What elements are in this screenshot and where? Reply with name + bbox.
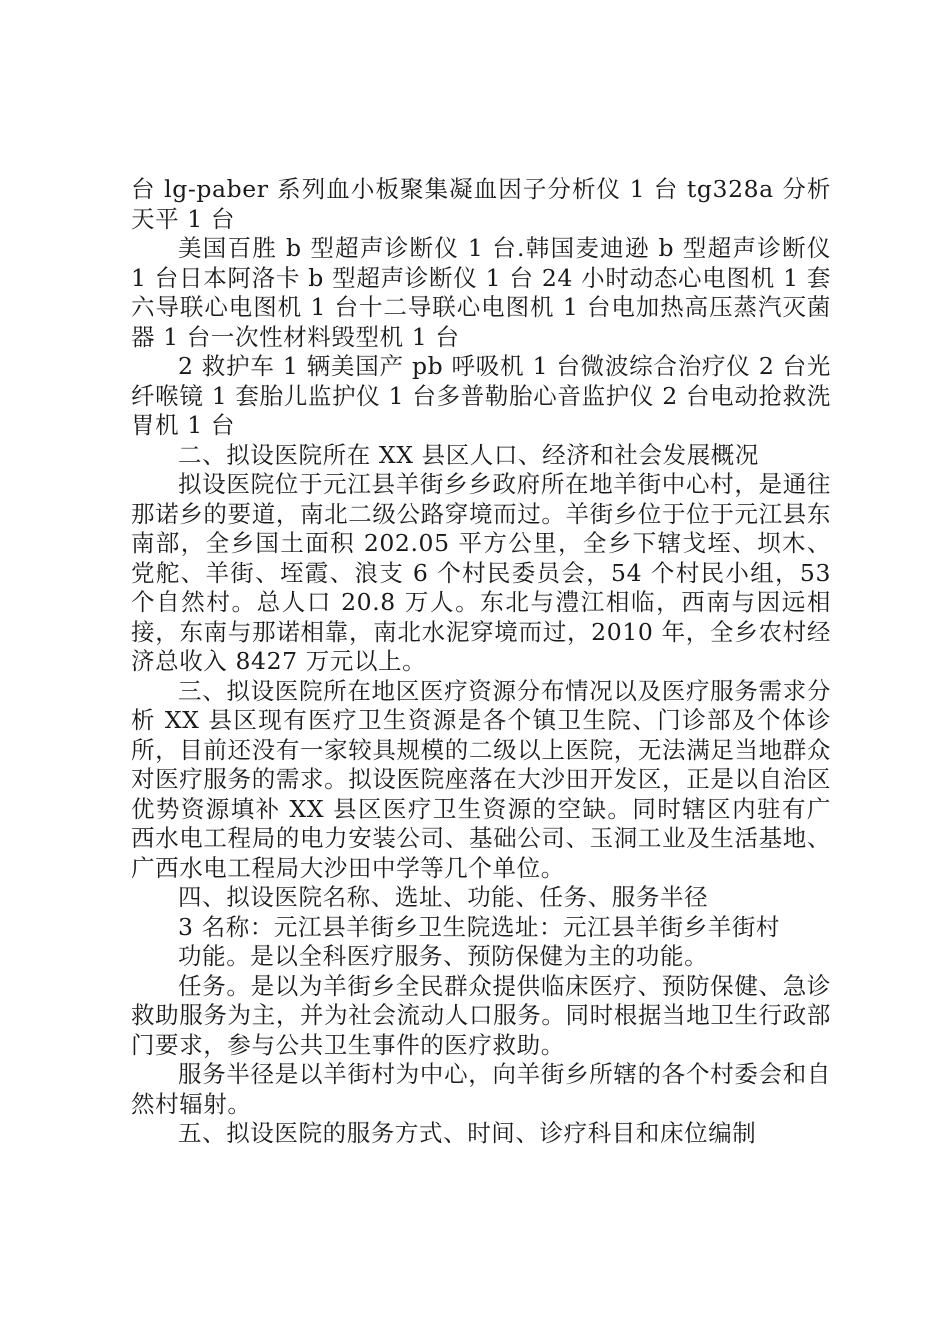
paragraph-ultrasound-equipment: 美国百胜 b 型超声诊断仪 1 台.韩国麦迪逊 b 型超声诊断仪 1 台日本阿洛卡 b 型超声诊断仪 1 台 24 小时动态心电图机 1 套六导联心电图机 1 台十二导联心电图机 1 台电加热高压蒸汽灭菌器 1 台一次性材料毁型机 1 台 [131, 234, 831, 351]
document-page [131, 175, 831, 1149]
paragraph-ambulance-equipment: 2 救护车 1 辆美国产 pb 呼吸机 1 台微波综合治疗仪 2 台光纤喉镜 1 套胎儿监护仪 1 台多普勒胎心音监护仪 2 台电动抢救洗胃机 1 台 [131, 352, 831, 439]
section-heading-4: 四、拟设医院名称、选址、功能、任务、服务半径 [178, 883, 709, 911]
paragraph-service-radius: 服务半径是以羊街村为中心，向羊街乡所辖的各个村委会和自然村辐射。 [131, 1060, 831, 1118]
paragraph-equipment-continued: 台 lg-paber 系列血小板聚集凝血因子分析仪 1 台 tg328a 分析天平 1 台 [131, 175, 831, 233]
paragraph-name-site: 3 名称：元江县羊街乡卫生院选址：元江县羊街乡羊街村 [178, 912, 781, 941]
paragraph-tasks: 任务。是以为羊街乡全民群众提供临床医疗、预防保健、急诊救助服务为主，并为社会流动人口服务。同时根据当地卫生行政部门要求，参与公共卫生事件的医疗救助。 [131, 971, 831, 1059]
section-heading-2: 二、拟设医院所在 XX 县区人口、经济和社会发展概况 [178, 440, 759, 469]
paragraph-location-overview: 拟设医院位于元江县羊街乡乡政府所在地羊街中心村，是通往那诺乡的要道，南北二级公路穿境而过。羊街乡位于位于元江县东南部，全乡国土面积 202.05 平方公里，全乡下辖戈垤、坝木、党舵、羊街、垤霞、浪支 6 个村民委员会，54 个村民小组，53 个自然村。总人口 20.8 万人。东北与澧江相临，西南与因远相接，东南与那诺相靠，南北水泥穿境而过，2010 年，全乡农村经济总收入 8427 万元以上。 [131, 470, 831, 675]
section-heading-5: 五、拟设医院的服务方式、时间、诊疗科目和床位编制 [178, 1119, 757, 1147]
paragraph-medical-resources: 三、拟设医院所在地区医疗资源分布情况以及医疗服务需求分析 XX 县区现有医疗卫生资源是各个镇卫生院、门诊部及个体诊所，目前还没有一家较具规模的二级以上医院，无法满足当地群众对医疗服务的需求。拟设医院座落在大沙田开发区，正是以自治区优势资源填补 XX 县区医疗卫生资源的空缺。同时辖区内驻有广西水电工程局的电力安装公司、基础公司、玉洞工业及生活基地、广西水电工程局大沙田中学等几个单位。 [131, 676, 831, 882]
paragraph-function: 功能。是以全科医疗服务、预防保健为主的功能。 [178, 942, 709, 970]
